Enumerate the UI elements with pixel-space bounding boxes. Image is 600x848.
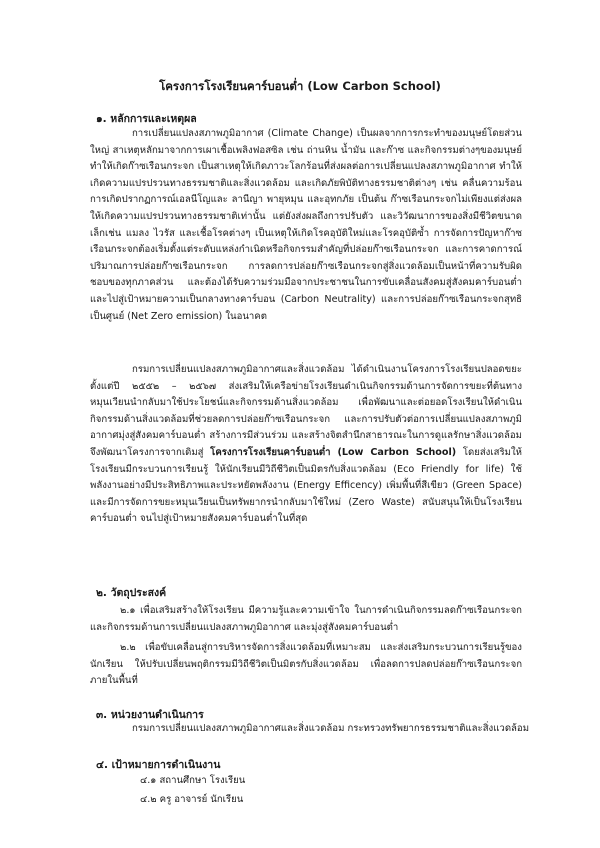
target-item-2: ๔.๒ ครู อาจารย์ นักเรียน [140,794,244,805]
section1-paragraph-1 [90,126,522,325]
section4-heading: ๔. เป้าหมายการดำเนินงาน [96,759,221,771]
target-item-1: ๔.๑ สถานศึกษา โรงเรียน [140,775,246,786]
document-title: โครงการโรงเรียนคาร์บอนต่ำ (Low Carbon School) [159,79,441,93]
section1-heading: ๑. หลักการและเหตุผล [96,113,197,125]
objective-2 [90,640,522,690]
objective-2-text: ๒.๒ เพื่อขับเคลื่อนสู่การบริหารจัดการสิ่งแวดล้อมที่เหมาะสม และส่งเสริมกระบวนการเรียนรู้ของนักเรียน ให้ปรับเปลี่ยนพฤติกรรมมีวิถีชีวิตเป็นมิตรกับสิ่งแวดล้อม เพื่อลดการปลดปล่อยก๊าซเรือนกระจกภายในพื้นที่ [90,642,522,687]
section2-heading: ๒. วัตถุประสงค์ [96,587,167,599]
section1-paragraph-2 [90,362,522,528]
section3-heading: ๓. หน่วยงานดำเนินการ [96,709,204,721]
objective-1-text: ๒.๑ เพื่อเสริมสร้างให้โรงเรียน มีความรู้และความเข้าใจ ในการดำเนินกิจกรรมลดก๊าซเรือนกระจกและกิจกรรมด้านการเปลี่ยนแปลงสภาพภูมิอากาศ และมุ่งสู่สังคมคาร์บอนต่ำ [90,605,522,633]
section1-paragraph-1-text: การเปลี่ยนแปลงสภาพภูมิอากาศ (Climate Change) เป็นผลจากการกระทำของมนุษย์โดยส่วนใหญ่ สาเหตุหลักมาจากการเผาเชื้อเพลิงฟอสซิล เช่น ถ่านหิน น้ำมัน และก๊าซ และกิจกรรมต่างๆของมนุษย์ทำให้เกิดก๊าซเรือนกระจก เป็นสาเหตุให้เกิดภาวะโลกร้อนที่ส่งผลต่อการเปลี่ยนแปลงสภาพภูมิอากาศ ทำให้เกิดความแปรปรวนทางธรรมชาติและสิ่งแวดล้อม และเกิดภัยพิบัติทางธรรมชาติต่างๆ เช่น คลื่นความร้อน การเกิดปรากฏการณ์เอลนีโญและ ลานีญา พายุหมุน และอุทกภัย เป็นต้น ก๊าซเรือนกระจกไม่เพียงแต่ส่งผลให้เกิดความแปรปรวนทางธรรมชาติเท่านั้น แต่ยังส่งผลถึงการปรับตัว และวิวัฒนาการของสิ่งมีชีวิตขนาดเล็กเช่น แมลง ไวรัส และเชื้อโรคต่างๆ เป็นเหตุให้เกิดโรคอุบัติใหม่และโรคอุบัติซ้ำ การจัดการปัญหาก๊าซเรือนกระจกต้องเริ่มตั้งแต่ระดับแหล่งกำเนิดหรือกิจกรรมสำคัญที่ปล่อยก๊าซเรือนกระจก และการคาดการณ์ปริมาณการปล่อยก๊าซเรือนกระจก การลดการปล่อยก๊าซเรือนกระจกสู่สิ่งแวดล้อมเป็นหน้าที่ความรับผิดชอบของทุกภาคส่วน และต้องได้รับความร่วมมือจากประชาชนในการขับเคลื่อนสังคมสู่สังคมคาร์บอนต่ำ และไปสู่เป้าหมายความเป็นกลางทางคาร์บอน (Carbon Neutrality) และการปล่อยก๊าซเรือนกระจกสุทธิ เป็นศูนย์ (Net Zero emission) ในอนาคต [90,128,522,322]
project-name-bold: โครงการโรงเรียนคาร์บอนต่ำ (Low Carbon School) [210,446,457,458]
section3-body: กรมการเปลี่ยนแปลงสภาพภูมิอากาศและสิ่งแวดล้อม กระทรวงทรัพยากรธรรมชาติและสิ่งแวดล้อม [132,723,530,734]
section1-paragraph-2-text-b: โดยส่งเสริมให้โรงเรียนมีกระบวนการเรียนรู้ ให้นักเรียนมีวิถีชีวิตเป็นมิตรกับสิ่งแวดล้อม (Eco Friendly for life) ใช้พลังงานอย่างมีประสิทธิภาพและประหยัดพลังงาน (Energy Efficency) เพิ่มพื้นที่สีเขียว (Green Space) และมีการจัดการขยะหมุนเวียนเป็นทรัพยากรนำกลับมาใช้ใหม่ (Zero Waste) สนับสนุนให้เป็นโรงเรียนคาร์บอนต่ำ จนไปสู่เป้าหมายสังคมคาร์บอนต่ำในที่สุด [90,446,522,525]
objective-1 [90,603,522,636]
section1-paragraph-2-text-a: กรมการเปลี่ยนแปลงสภาพภูมิอากาศและสิ่งแวดล้อม ได้ดำเนินงานโครงการโรงเรียนปลอดขยะ ตั้งแต่ปี ๒๕๕๒ – ๒๕๖๗ ส่งเสริมให้เครือข่ายโรงเรียนดำเนินกิจกรรมด้านการจัดการขยะที่ต้นทาง หมุนเวียนนำกลับมาใช้ประโยชน์และกิจกรรมด้านสิ่งแวดล้อม เพื่อพัฒนาและต่อยอดโรงเรียนให้ดำเนินกิจกรรมด้านสิ่งแวดล้อมที่ช่วยลดการปล่อยก๊าซเรือนกระจก และการปรับตัวต่อการเปลี่ยนแปลงสภาพภูมิอากาศมุ่งสู่สังคมคาร์บอนต่ำ สร้างการมีส่วนร่วม และสร้างจิตสำนึกสาธารณะในการดูแลรักษาสิ่งแวดล้อม จึงพัฒนาโครงการจากเดิมสู่ [90,364,522,458]
